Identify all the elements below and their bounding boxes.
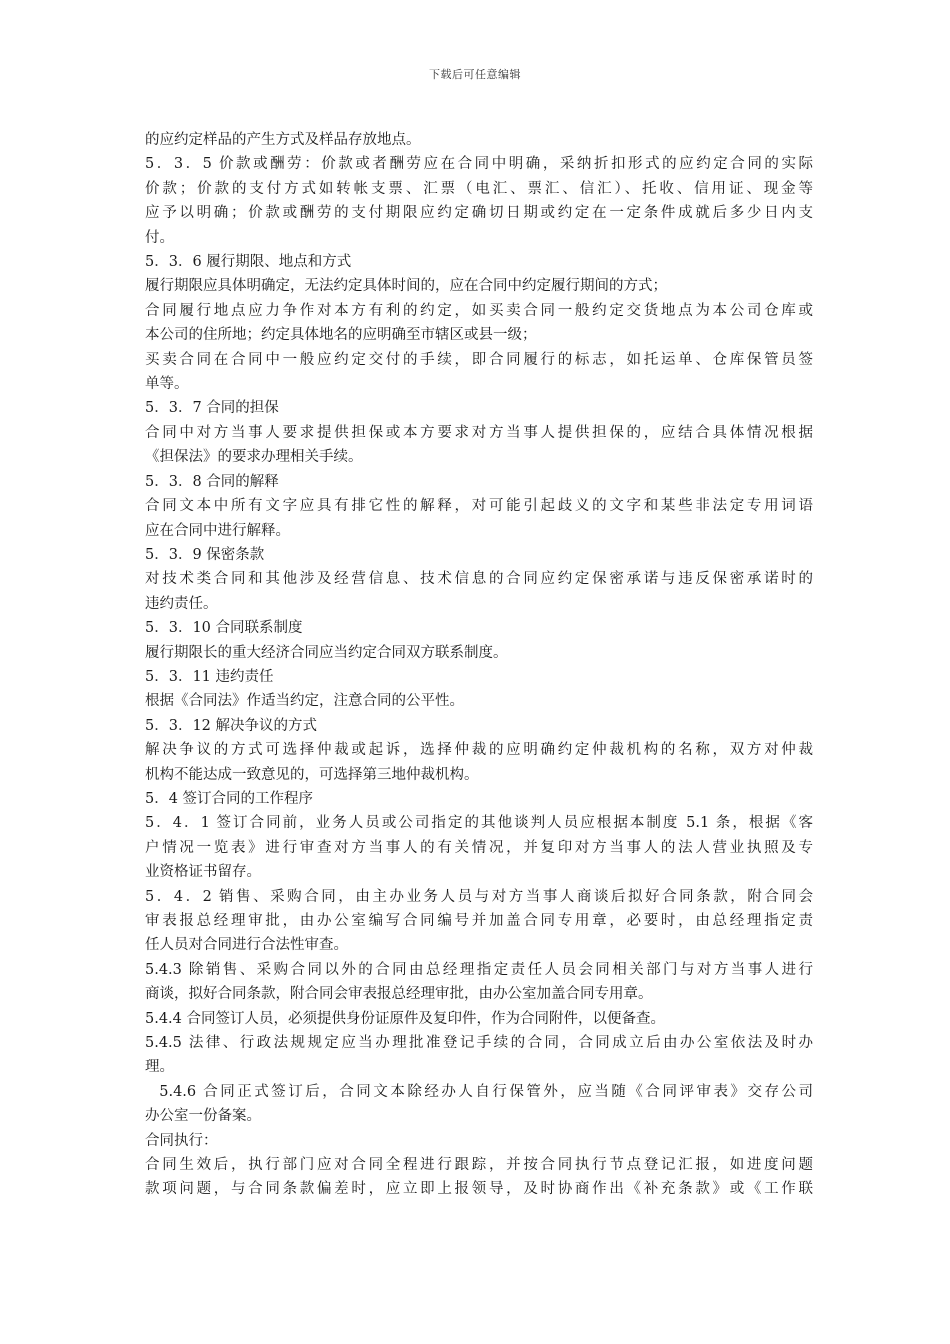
text-line: 理。 bbox=[145, 1059, 174, 1076]
section-heading: 合同执行： bbox=[145, 1132, 218, 1149]
text-line: 合同生效后，执行部门应对合同全程进行跟踪，并按合同执行节点登记汇报，如进度问题 bbox=[145, 1157, 813, 1174]
text-line: 5.4.5 法律、行政法规规定应当办理批准登记手续的合同，合同成立后由办公室依法及时办 bbox=[145, 1035, 813, 1052]
text-line: 本公司的住所地；约定具体地名的应明确至市辖区或县一级； bbox=[145, 327, 537, 344]
text-line: 付。 bbox=[145, 229, 174, 246]
text-line: 业资格证书留存。 bbox=[145, 864, 261, 881]
text-line: 根据《合同法》作适当约定，注意合同的公平性。 bbox=[145, 693, 464, 710]
text-line: 应在合同中进行解释。 bbox=[145, 522, 290, 539]
text-line: 《担保法》的要求办理相关手续。 bbox=[145, 449, 363, 466]
text-line: 对技术类合同和其他涉及经营信息、技术信息的合同应约定保密承诺与违反保密承诺时的 bbox=[145, 571, 813, 588]
text-line: 价款；价款的支付方式如转帐支票、汇票（电汇、票汇、信汇）、托收、信用证、现金等 bbox=[145, 180, 813, 197]
section-heading: 5．3．10 合同联系制度 bbox=[145, 620, 303, 637]
text-line: 办公室一份备案。 bbox=[145, 1108, 261, 1125]
text-line: 5.4.6 合同正式签订后，合同文本除经办人自行保管外，应当随《合同评审表》交存公司 bbox=[145, 1083, 813, 1100]
section-heading: 5．3．12 解决争议的方式 bbox=[145, 717, 318, 734]
text-line: 违约责任。 bbox=[145, 595, 218, 612]
text-line: 合同履行地点应力争作对本方有利的约定，如买卖合同一般约定交货地点为本公司仓库或 bbox=[145, 302, 813, 319]
text-line: 合同文本中所有文字应具有排它性的解释，对可能引起歧义的文字和某些非法定专用词语 bbox=[145, 498, 813, 515]
text-line: 5.4.4 合同签订人员，必须提供身份证原件及复印件，作为合同附件，以便备查。 bbox=[145, 1010, 666, 1027]
text-line: 解决争议的方式可选择仲裁或起诉，选择仲裁的应明确约定仲裁机构的名称，双方对仲裁 bbox=[145, 742, 813, 759]
section-heading: 5．3．11 违约责任 bbox=[145, 668, 274, 685]
text-line: 合同中对方当事人要求提供担保或本方要求对方当事人提供担保的，应结合具体情况根据 bbox=[145, 424, 813, 441]
text-line: 买卖合同在合同中一般应约定交付的手续，即合同履行的标志，如托运单、仓库保管员签 bbox=[145, 351, 813, 368]
text-line: 户情况一览表》进行审查对方当事人的有关情况，并复印对方当事人的法人营业执照及专 bbox=[145, 839, 813, 856]
text-line: 履行期限应具体明确定，无法约定具体时间的，应在合同中约定履行期间的方式； bbox=[145, 278, 667, 295]
text-line: 审表报总经理审批，由办公室编写合同编号并加盖合同专用章，必要时，由总经理指定责 bbox=[145, 913, 813, 929]
text-line: 款项问题，与合同条款偏差时，应立即上报领导，及时协商作出《补充条款》或《工作联 bbox=[145, 1181, 813, 1198]
document-body bbox=[145, 128, 813, 1202]
text-line: 商谈，拟好合同条款，附合同会审表报总经理审批，由办公室加盖合同专用章。 bbox=[145, 986, 653, 1003]
text-line: 应予以明确；价款或酬劳的支付期限应约定确切日期或约定在一定条件成就后多少日内支 bbox=[145, 205, 813, 222]
section-heading: 5．3．9 保密条款 bbox=[145, 546, 265, 563]
text-line: 5．4．2 销售、采购合同，由主办业务人员与对方当事人商谈后拟好合同条款，附合同会 bbox=[145, 888, 813, 905]
page-header: 下载后可任意编辑 bbox=[429, 68, 521, 81]
text-line: 5．3．5 价款或酬劳：价款或者酬劳应在合同中明确，采纳折扣形式的应约定合同的实际 bbox=[145, 156, 813, 173]
text-line: 5．4．1 签订合同前，业务人员或公司指定的其他谈判人员应根据本制度 5.1 条，根据《客 bbox=[145, 815, 813, 832]
text-line: 5.4.3 除销售、采购合同以外的合同由总经理指定责任人员会同相关部门与对方当事人进行 bbox=[145, 961, 813, 978]
text-line: 机构不能达成一致意见的，可选择第三地仲裁机构。 bbox=[145, 766, 479, 783]
section-heading: 5．3．6 履行期限、地点和方式 bbox=[145, 254, 352, 271]
text-line: 的应约定样品的产生方式及样品存放地点。 bbox=[145, 132, 421, 148]
section-heading: 5．3．8 合同的解释 bbox=[145, 473, 279, 490]
section-heading: 5．4 签订合同的工作程序 bbox=[145, 790, 314, 807]
text-line: 单等。 bbox=[145, 376, 189, 393]
section-heading: 5．3．7 合同的担保 bbox=[145, 400, 279, 417]
text-line: 任人员对合同进行合法性审查。 bbox=[145, 937, 348, 954]
text-line: 履行期限长的重大经济合同应当约定合同双方联系制度。 bbox=[145, 644, 508, 661]
